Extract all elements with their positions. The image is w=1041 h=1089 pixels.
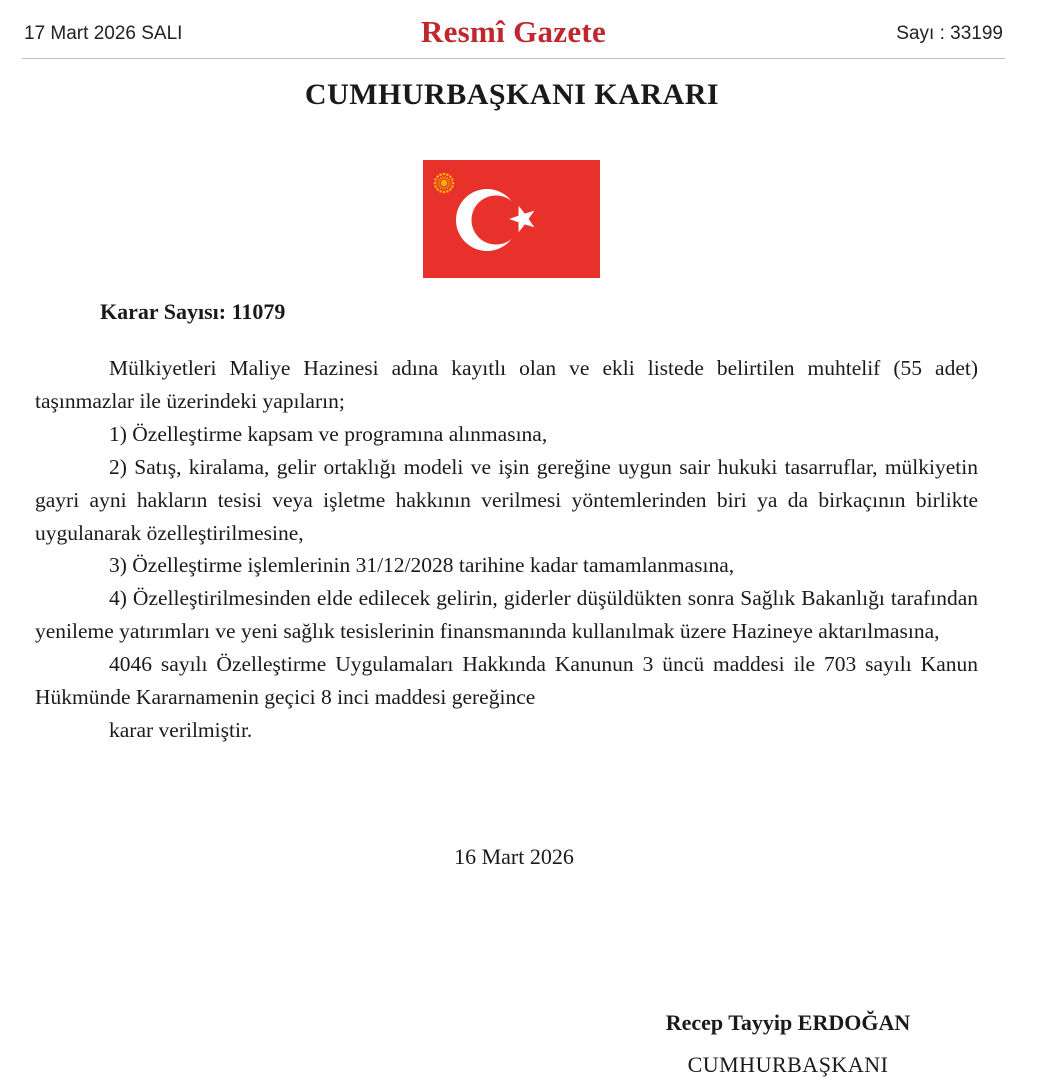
seal-star [439,190,442,193]
seal-star [436,175,439,178]
seal-star [443,191,446,194]
seal-star [446,190,449,193]
seal-ray [443,176,444,179]
seal-ray [448,184,451,185]
seal-star [449,188,452,191]
turkish-flag-icon [423,160,600,278]
seal-star [446,173,449,176]
seal-star [451,178,454,181]
paragraph-intro: Mülkiyetleri Maliye Hazinesi adına kayıtlı olan ve ekli listede belirtilen muhtelif (55 adet) taşınmazlar ile üzerindeki yapıların; [35,356,978,413]
seal-star [451,185,454,188]
seal-star [449,175,452,178]
gazette-title: Resmî Gazete [420,14,607,49]
seal-star [434,178,437,181]
paragraph-item-4: 4) Özelleştirilmesinden elde edilecek gelirin, giderler düşüldükten sonra Sağlık Bakanlığı tarafından yenileme yatırımları ve yeni sağlık tesislerinin finansmanında kullanılmak üzere Hazineye aktarılmasına, [35,586,978,644]
seal-star [434,185,437,188]
flag-emblem-icon [423,160,600,278]
paragraph-legal-basis: 4046 sayılı Özelleştirme Uygulamaları Hakkında Kanunun 3 üncü maddesi ile 703 sayılı Kanun Hükmünde Kararnamenin geçici 8 inci maddesi gereğince [35,652,978,710]
paragraph-item-1: 1) Özelleştirme kapsam ve programına alınmasına, [109,421,548,446]
seal-star [436,188,439,191]
paragraph-item-3: 3) Özelleştirme işlemlerinin 31/12/2028 tarihine kadar tamamlanmasına, [109,553,735,578]
decree-body [35,352,978,747]
seal-star [434,182,437,185]
issue-number: Sayı : 33199 [896,23,1003,44]
paragraph-conclusion: karar verilmiştir. [109,717,253,742]
seal-star [443,173,446,176]
signatory-name: Recep Tayyip ERDOĞAN [665,1010,911,1035]
seal-star [452,182,455,185]
seal-ray [448,182,451,183]
issue-date: 17 Mart 2026 SALI [24,23,183,44]
seal-ray [445,176,446,179]
seal-ray [443,187,444,190]
signatory-title: CUMHURBAŞKANI [687,1052,889,1077]
seal-ray [437,182,440,183]
decision-number: Karar Sayısı: 11079 [100,299,286,324]
masthead [22,14,1005,59]
decree-date: 16 Mart 2026 [454,844,574,869]
seal-ray [445,187,446,190]
paragraph-item-2: 2) Satış, kiralama, gelir ortaklığı modeli ve işin gereğine uygun sair hukuki tasarruflar, mülkiyetin gayri ayni hakların tesisi veya işletme hakkının verilmesi yöntemlerinden biri ya da birkaçının birlikte uygulanarak özelleştirilmesine, [35,454,978,545]
seal-star [439,173,442,176]
decree-heading: CUMHURBAŞKANI KARARI [304,78,720,111]
seal-ray [437,184,440,185]
